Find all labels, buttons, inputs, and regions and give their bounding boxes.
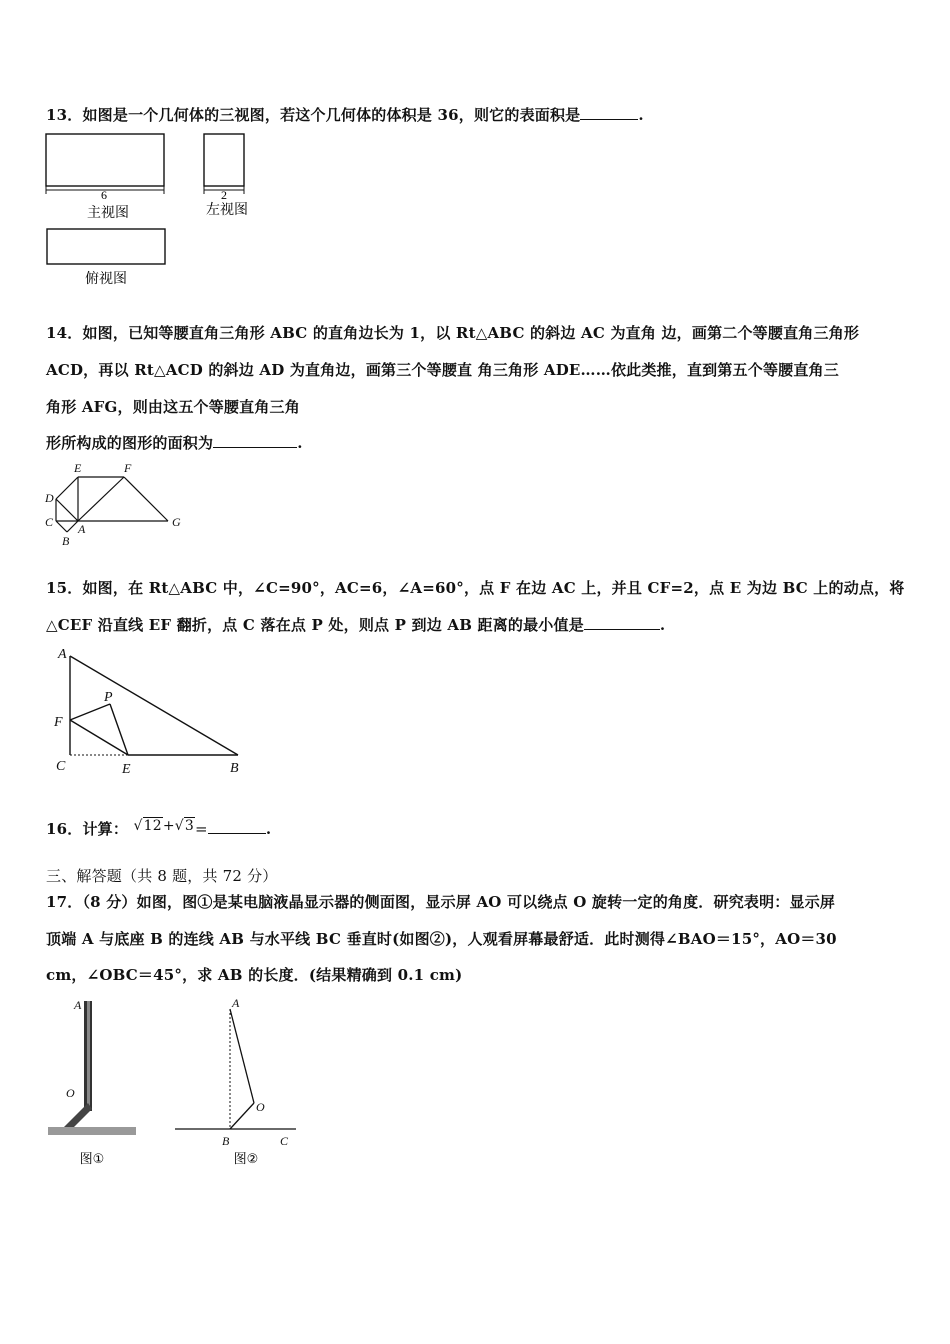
label-E: E: [74, 461, 82, 475]
q17-line-3: cm，∠OBC＝45°，求 AB 的长度．(结果精确到 0.1 cm): [46, 966, 463, 984]
fig1-caption: 图①: [79, 1152, 105, 1167]
q17-line-1: 17．（8 分）如图，图①是某电脑液晶显示器的侧面图，显示屏 AO 可以绕点 O 旋转一定的角度．研究表明：显示屏: [46, 893, 836, 911]
label-O: O: [66, 1086, 75, 1100]
label-C: C: [45, 515, 54, 529]
label-D: D: [45, 491, 54, 505]
left-dim-label: 2: [221, 188, 227, 202]
q14-line-3: 角形 AFG，则由这五个等腰直角三角: [46, 398, 300, 416]
monitor-photo-figure: [40, 995, 150, 1170]
q15-line-2: △CEF 沿直线 EF 翻折，点 C 落在点 P 处，则点 P 到边 AB 距离的最小值是 .: [46, 616, 666, 634]
answer-blank-16[interactable]: [208, 819, 266, 834]
label-A: A: [58, 647, 67, 662]
label-A: A: [74, 998, 82, 1012]
front-view-rect: [46, 134, 164, 186]
label-G: G: [172, 515, 181, 529]
q15-line-1: 15．如图，在 Rt△ABC 中，∠C=90°，AC=6，∠A=60°，点 F 在边 AC 上，并且 CF=2，点 E 为边 BC 上的动点，将: [46, 579, 905, 597]
q14-line-4: 形所构成的图形的面积为 .: [46, 434, 303, 452]
section-title: 三、解答题（共 8 题，共 72 分）: [46, 867, 278, 885]
q14-line-1: 14．如图，已知等腰直角三角形 ABC 的直角边长为 1，以 Rt△ABC 的斜边 AC 为直角 边，画第二个等腰直角三角形: [46, 324, 860, 342]
label-E: E: [122, 762, 131, 777]
label-P: P: [104, 690, 113, 705]
label-B: B: [62, 534, 70, 548]
label-A: A: [78, 522, 86, 536]
fig2-caption: 图②: [233, 1152, 259, 1167]
q13-text: 13．如图是一个几何体的三视图，若这个几何体的体积是 36，则它的表面积是 .: [46, 106, 644, 124]
label-F: F: [54, 715, 63, 730]
front-dim-label: 6: [101, 188, 107, 202]
label-B: B: [222, 1134, 230, 1148]
sqrt-12: √12: [133, 818, 162, 834]
front-view-label: 主视图: [87, 205, 129, 221]
q17-line-2: 顶端 A 与底座 B 的连线 AB 与水平线 BC 垂直时(如图②)，人观看屏幕最舒适．此时测得∠BAO＝15°，AO＝30: [46, 930, 837, 948]
right-triangle-figure: [50, 642, 250, 782]
monitor-base: [48, 1127, 136, 1135]
label-A: A: [232, 996, 240, 1010]
top-view-rect: [47, 229, 165, 264]
label-O: O: [256, 1100, 265, 1114]
q14-line-2: ACD，再以 Rt△ACD 的斜边 AD 为直角边，画第三个等腰直 角三角形 ADE……依此类推，直到第五个等腰直角三: [46, 361, 839, 379]
geometry-figure-2: [170, 995, 300, 1170]
answer-blank-14[interactable]: [213, 433, 297, 448]
monitor-stand: [64, 1103, 92, 1129]
label-C: C: [280, 1134, 289, 1148]
triangles-figure: [40, 458, 200, 550]
left-view-label: 左视图: [206, 202, 248, 218]
top-view-label: 俯视图: [85, 271, 127, 287]
answer-blank-15[interactable]: [584, 615, 660, 630]
q16-line: 16．计算： √12+√3= .: [46, 818, 272, 838]
label-B: B: [230, 761, 239, 776]
left-view-rect: [204, 134, 244, 186]
three-views-figure: [40, 128, 270, 290]
label-C: C: [56, 759, 66, 774]
sqrt-3: √3: [174, 818, 195, 834]
answer-blank-13[interactable]: [580, 105, 638, 120]
label-F: F: [124, 461, 132, 475]
